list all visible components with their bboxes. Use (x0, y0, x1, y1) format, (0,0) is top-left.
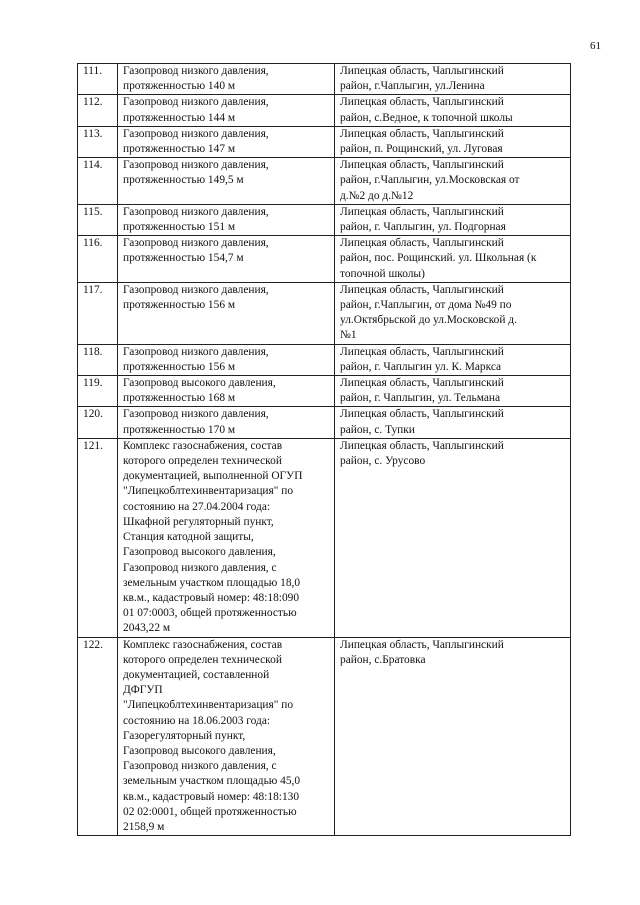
object-name: Газопровод высокого давления, протяженностью 168 м (118, 376, 335, 407)
object-address: Липецкая область, Чаплыгинский район, с.Братовка (335, 637, 571, 836)
object-address: Липецкая область, Чаплыгинский район, с. Тупки (335, 407, 571, 438)
row-number: 122. (78, 637, 118, 836)
row-number: 112. (78, 95, 118, 126)
object-name: Газопровод низкого давления, протяженностью 149,5 м (118, 158, 335, 205)
object-name: Газопровод низкого давления, протяженностью 140 м (118, 64, 335, 95)
row-number: 111. (78, 64, 118, 95)
table-row (78, 407, 571, 438)
table-row (78, 344, 571, 375)
object-address: Липецкая область, Чаплыгинский район, г. Чаплыгин ул. К. Маркса (335, 344, 571, 375)
row-number: 120. (78, 407, 118, 438)
row-number: 115. (78, 204, 118, 235)
object-name: Газопровод низкого давления, протяженностью 144 м (118, 95, 335, 126)
row-number: 118. (78, 344, 118, 375)
row-number: 114. (78, 158, 118, 205)
object-name: Газопровод низкого давления, протяженностью 151 м (118, 204, 335, 235)
table-row (78, 126, 571, 157)
object-address: Липецкая область, Чаплыгинский район, г. Чаплыгин, ул. Тельмана (335, 376, 571, 407)
registry-table (77, 63, 571, 836)
object-name: Газопровод низкого давления, протяженностью 156 м (118, 344, 335, 375)
object-name: Комплекс газоснабжения, состав которого определен технической документацией, составленной ДФГУП "Липецкоблтехинвентаризация" по состоянию на 18.06.2003 года: Газорегуляторный пункт, Газопровод высокого давления, Газопровод низкого давления, с земельным участком площадью 45,0 кв.м., кадастровый номер: 48:18:130 02 02:0001, общей протяженностью 2158,9 м (118, 637, 335, 836)
object-address: Липецкая область, Чаплыгинский район, г.Чаплыгин, от дома №49 по ул.Октябрьской до ул.Московской д. №1 (335, 282, 571, 344)
object-name: Газопровод низкого давления, протяженностью 147 м (118, 126, 335, 157)
table-row (78, 637, 571, 836)
object-name: Газопровод низкого давления, протяженностью 170 м (118, 407, 335, 438)
row-number: 113. (78, 126, 118, 157)
object-address: Липецкая область, Чаплыгинский район, пос. Рощинский. ул. Школьная (к топочной школы) (335, 236, 571, 283)
row-number: 117. (78, 282, 118, 344)
object-name: Газопровод низкого давления, протяженностью 156 м (118, 282, 335, 344)
object-address: Липецкая область, Чаплыгинский район, г. Чаплыгин, ул. Подгорная (335, 204, 571, 235)
object-address: Липецкая область, Чаплыгинский район, п. Рощинский, ул. Луговая (335, 126, 571, 157)
object-address: Липецкая область, Чаплыгинский район, с.Ведное, к топочной школы (335, 95, 571, 126)
row-number: 119. (78, 376, 118, 407)
table-row (78, 236, 571, 283)
table-row (78, 438, 571, 637)
row-number: 121. (78, 438, 118, 637)
table-row (78, 204, 571, 235)
object-address: Липецкая область, Чаплыгинский район, г.Чаплыгин, ул.Московская от д.№2 до д.№12 (335, 158, 571, 205)
row-number: 116. (78, 236, 118, 283)
table-row (78, 158, 571, 205)
table-row (78, 95, 571, 126)
page-number: 61 (590, 40, 601, 52)
object-address: Липецкая область, Чаплыгинский район, г.Чаплыгин, ул.Ленина (335, 64, 571, 95)
object-name: Комплекс газоснабжения, состав которого определен технической документацией, выполненной ОГУП "Липецкоблтехинвентаризация" по состоянию на 27.04.2004 года: Шкафной регуляторный пункт, Станция катодной защиты, Газопровод высокого давления, Газопровод низкого давления, с земельным участком площадью 18,0 кв.м., кадастровый номер: 48:18:090 01 07:0003, общей протяженностью 2043,22 м (118, 438, 335, 637)
object-name: Газопровод низкого давления, протяженностью 154,7 м (118, 236, 335, 283)
object-address: Липецкая область, Чаплыгинский район, с. Урусово (335, 438, 571, 637)
table-row (78, 376, 571, 407)
table-row (78, 282, 571, 344)
table-row (78, 64, 571, 95)
